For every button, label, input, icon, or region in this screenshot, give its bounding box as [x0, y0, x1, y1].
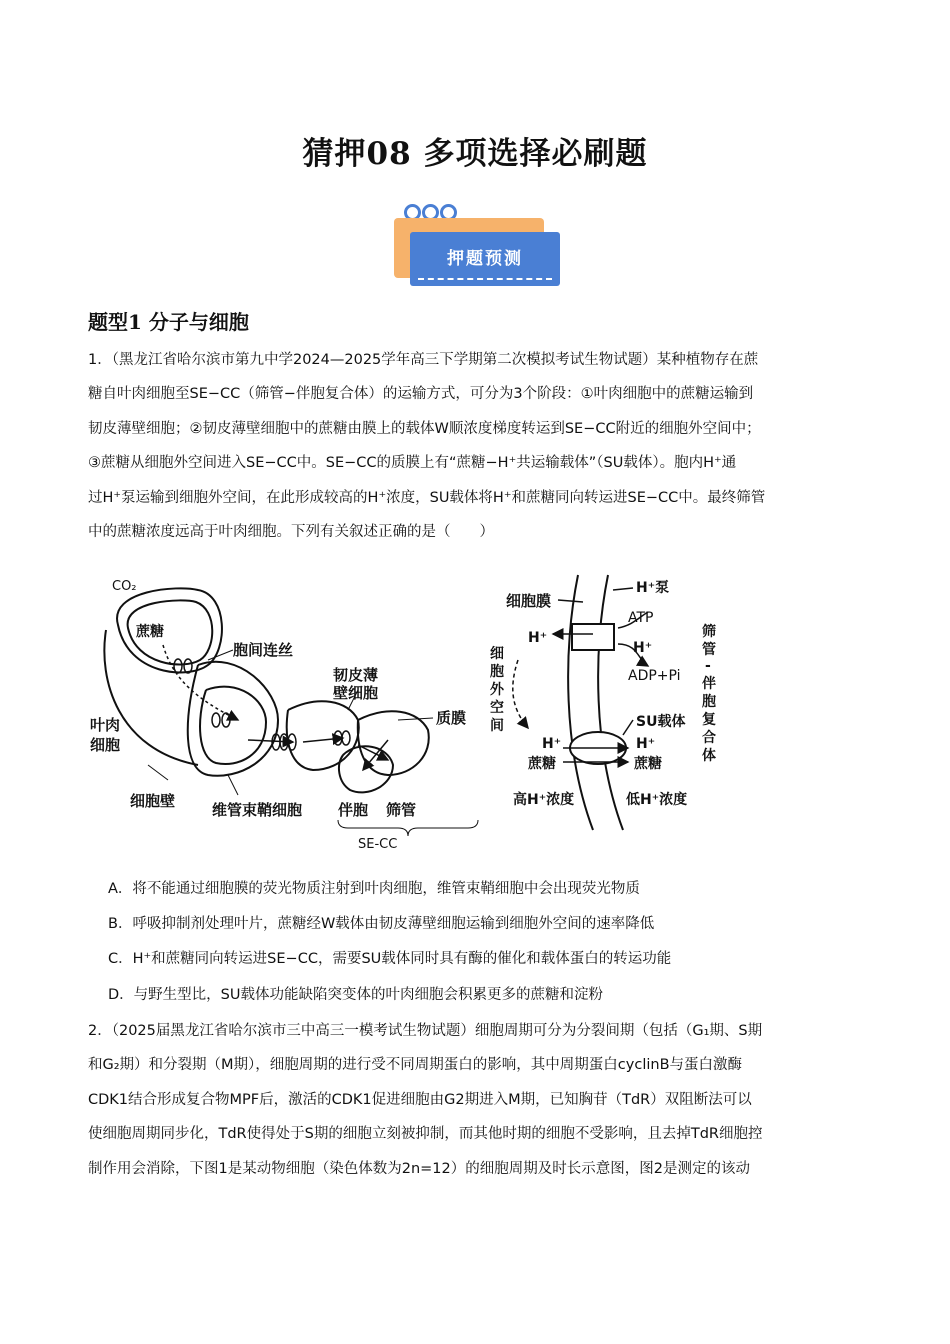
h-plus-label: H⁺	[636, 736, 656, 752]
question-1-line: 糖自叶肉细胞至SE−CC（筛管−伴胞复合体）的运输方式，可分为3个阶段：①叶肉细胞中的蔗糖运输到	[88, 386, 754, 402]
plasmodesmata-label: 胞间连丝	[233, 641, 294, 659]
mesophyll-label: 叶肉	[90, 716, 121, 734]
bundle-sheath-inner	[200, 687, 266, 764]
h-plus-label: H⁺	[633, 640, 653, 656]
section-heading: 题型1 分子与细胞	[88, 310, 249, 334]
high-h-label: 高H⁺浓度	[513, 792, 575, 808]
svg-text:伴: 伴	[702, 676, 716, 692]
sucrose-label: 蔗糖	[528, 756, 556, 772]
svg-text:-: -	[705, 658, 711, 674]
h-pump-label: H⁺泵	[636, 580, 670, 596]
sucrose-label: 蔗糖	[136, 624, 164, 640]
h-plus-label: H⁺	[528, 630, 548, 646]
h-pump-box	[572, 624, 614, 650]
left-diagram	[104, 588, 428, 792]
question-2-line: 和G₂期）和分裂期（M期），细胞周期的进行受不同周期蛋白的影响，其中周期蛋白cyclinB与蛋白激酶	[88, 1057, 743, 1073]
cell-membrane-label: 细胞膜	[506, 592, 552, 610]
section-badge	[392, 204, 564, 290]
page-title: 猜押08 多项选择必刷题	[302, 136, 648, 172]
svg-text:外: 外	[490, 682, 504, 698]
bundle-sheath-label: 维管束鞘细胞	[212, 801, 303, 819]
option-a: A．将不能通过细胞膜的荧光物质注射到叶肉细胞，维管束鞘细胞中会出现荧光物质	[108, 881, 640, 897]
h-plus-label: H⁺	[542, 736, 562, 752]
mesophyll-label: 细胞	[90, 736, 121, 754]
sucrose-label: 蔗糖	[634, 756, 662, 772]
se-cc-vertical-label	[702, 623, 716, 764]
phloem-parenchyma-label: 壁细胞	[333, 684, 379, 702]
svg-text:空: 空	[490, 700, 504, 716]
option-d: D．与野生型比，SU载体功能缺陷突变体的叶肉细胞会积累更多的蔗糖和淀粉	[108, 987, 603, 1003]
companion-cell-label: 伴胞	[338, 801, 369, 819]
phloem-parenchyma-cell	[287, 701, 359, 770]
question-2-line: 制作用会消除，下图1是某动物细胞（染色体数为2n=12）的细胞周期及时长示意图，图2是测定的该动	[88, 1161, 750, 1177]
svg-text:筛: 筛	[702, 624, 716, 640]
question-1-line: ③蔗糖从细胞外空间进入SE−CC中。SE−CC的质膜上有“蔗糖−H⁺共运输载体”（SU载体）。胞内H⁺通	[88, 455, 737, 471]
svg-text:复: 复	[702, 712, 716, 728]
membrane-line-right	[598, 575, 623, 830]
svg-text:管: 管	[702, 642, 716, 658]
sucrose-transport-figure	[88, 570, 728, 860]
right-diagram	[568, 575, 626, 830]
low-h-label: 低H⁺浓度	[626, 792, 688, 808]
plasma-membrane-label: 质膜	[436, 709, 467, 727]
co2-label: CO₂	[112, 579, 137, 594]
svg-text:胞: 胞	[490, 664, 504, 680]
svg-text:间: 间	[490, 718, 504, 734]
phloem-parenchyma-label: 韧皮薄	[333, 666, 379, 684]
bundle-sheath-cell	[188, 662, 278, 776]
question-2-line: 2．（2025届黑龙江省哈尔滨市三中高三一模考试生物试题）细胞周期可分为分裂间期（包括（G₁期、S期	[88, 1023, 763, 1039]
atp-label: ATP	[628, 610, 654, 626]
question-2-line: CDK1结合形成复合物MPF后，激活的CDK1促进细胞由G2期进入M期，已知胸苷（TdR）双阻断法可以	[88, 1092, 752, 1108]
svg-text:体: 体	[702, 748, 716, 764]
se-cc-label: SE-CC	[358, 837, 398, 852]
question-1-line: 过H⁺泵运输到细胞外空间，在此形成较高的H⁺浓度，SU载体将H⁺和蔗糖同向转运进SE−CC中。最终筛管	[88, 490, 766, 506]
option-b: B．呼吸抑制剂处理叶片，蔗糖经W载体由韧皮薄壁细胞运输到细胞外空间的速率降低	[108, 916, 655, 932]
su-carrier-label: SU载体	[636, 714, 686, 730]
badge-label: 押题预测	[410, 232, 560, 286]
cell-wall-label: 细胞壁	[130, 792, 176, 810]
sieve-tube	[339, 746, 393, 792]
question-1-line: 中的蔗糖浓度远高于叶肉细胞。下列有关叙述正确的是（ ）	[88, 524, 494, 540]
question-1-line: 1．（黑龙江省哈尔滨市第九中学2024—2025学年高三下学期第二次模拟考试生物试题）某种植物存在蔗	[88, 352, 759, 368]
question-2-line: 使细胞周期同步化，TdR使得处于S期的细胞立刻被抑制，而其他时期的细胞不受影响，且去掉TdR细胞控	[88, 1126, 763, 1142]
question-1-line: 韧皮薄壁细胞；②韧皮薄壁细胞中的蔗糖由膜上的载体W顺浓度梯度转运到SE−CC附近的细胞外空间中；	[88, 421, 761, 437]
adp-label: ADP+Pi	[628, 668, 681, 684]
svg-text:胞: 胞	[702, 694, 716, 710]
extracellular-label	[490, 646, 505, 734]
svg-text:细: 细	[490, 646, 504, 662]
sieve-tube-label: 筛管	[386, 801, 417, 819]
option-c: C．H⁺和蔗糖同向转运进SE−CC，需要SU载体同时具有酶的催化和载体蛋白的转运功能	[108, 951, 672, 967]
svg-text:合: 合	[702, 730, 716, 746]
